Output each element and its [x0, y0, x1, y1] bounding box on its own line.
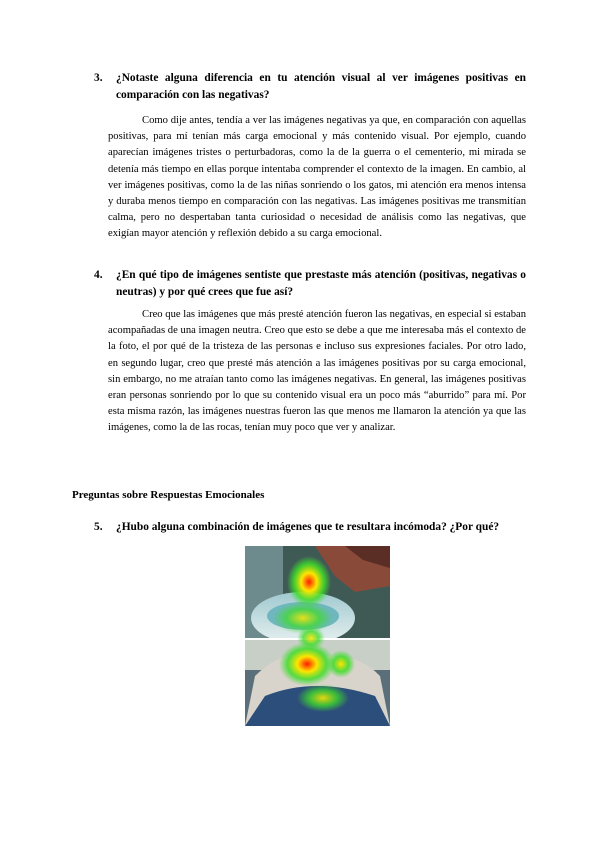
question-3	[94, 70, 526, 103]
question-4	[94, 267, 526, 300]
question-text: ¿Notaste alguna diferencia en tu atención visual al ver imágenes positivas en comparación con las negativas?	[116, 72, 526, 101]
eye-tracking-heatmap-image	[245, 546, 390, 726]
answer-3-paragraph: Como dije antes, tendía a ver las imágenes negativas ya que, en comparación con aquellas positivas, para mí tenían más carga emocional y más contenido visual. Por ejemplo, cuando aparecían imágenes tristes o perturbadoras, como la de la guerra o el cementerio, mi mirada se detenía más tiempo en ellas porque intentaba comprender el contexto de la imagen. En cambio, al ver imágenes positivas, como la de las niñas sonriendo o los gatos, mi atención era menos intensa y duraba menos tiempo en comparación con las negativas. Las imágenes positivas me transmitían calma, pero no despertaban tanta curiosidad o necesidad de análisis como las negativas, que exigían mayor atención y reflexión debido a su carga emocional.	[108, 115, 526, 240]
answer-4-paragraph: Creo que las imágenes que más presté atención fueron las negativas, en especial si estaban acompañadas de una imagen neutra. Creo que esto se debe a que me interesaba más el contexto de la foto, el por qué de la tristeza de las personas e incluso sus expresiones faciales. Por otro lado, en segundo lugar, creo que presté más atención a las imágenes positivas por su carga emocional, sin embargo, no me atraían tanto como las imágenes negativas. En general, las imágenes positivas eran personas sonriendo por lo que su contenido visual era un poco más “aburrido” para mí. Por esta misma razón, las imágenes nuestras fueron las que menos me llamaron la atención ya que las imágenes, como la de las rocas, tenían muy poco que ver y analizar.	[108, 309, 526, 434]
question-number: 5.	[94, 521, 103, 533]
heatmap-figure	[245, 546, 390, 726]
heatmap-hotspot-face	[279, 642, 335, 686]
question-text: ¿Hubo alguna combinación de imágenes que te resultara incómoda? ¿Por qué?	[116, 521, 500, 533]
question-number: 3.	[94, 72, 103, 84]
question-text: ¿En qué tipo de imágenes sentiste que prestaste más atención (positivas, negativas o neutras) y por qué crees que fue así?	[116, 269, 526, 298]
heatmap-hotspot-mouth	[287, 556, 331, 608]
section-title: Preguntas sobre Respuestas Emocionales	[72, 489, 265, 501]
heatmap-spot-hands	[297, 684, 349, 712]
question-number: 4.	[94, 269, 103, 281]
heatmap-spot-right	[327, 650, 355, 678]
question-5	[94, 519, 526, 536]
